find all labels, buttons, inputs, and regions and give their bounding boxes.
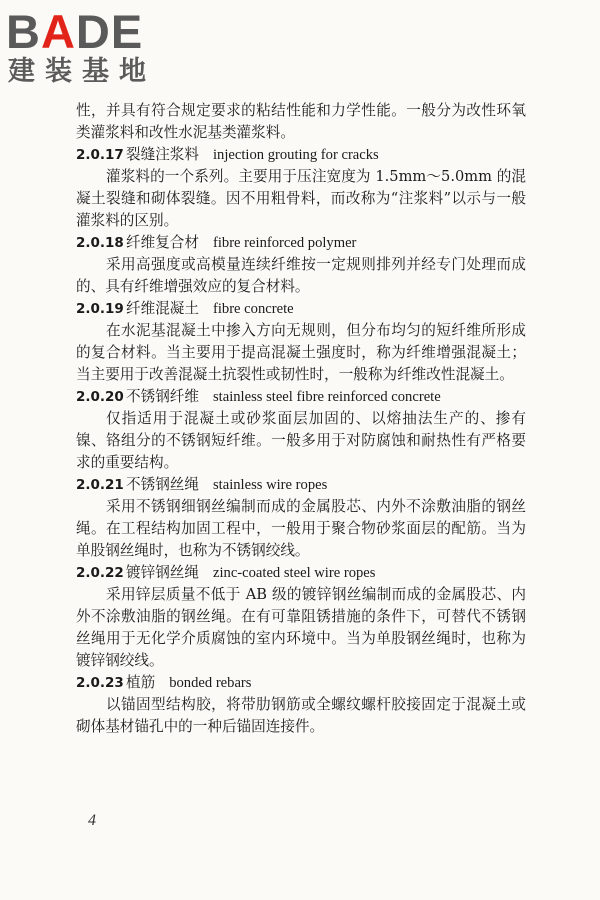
term-definition: 灌浆料的一个系列。主要用于压注宽度为 1.5mm～5.0mm 的混凝土裂缝和砌体裂缝。因不用粗骨料，而改称为“注浆料”以示与一般灌浆料的区别。: [76, 168, 526, 229]
term-name-en: injection grouting for cracks: [212, 147, 379, 163]
term-2-0-17: [76, 144, 526, 232]
term-name-en: stainless wire ropes: [212, 477, 328, 493]
term-definition: 在水泥基混凝土中掺入方向无规则，但分布均匀的短纤维所形成的复合材料。当主要用于提高混凝土强度时，称为纤维增强混凝土；当主要用于改善混凝土抗裂性或韧性时，一般称为纤维改性混凝土。: [76, 322, 526, 383]
term-name-cn: 纤维混凝土: [126, 300, 199, 317]
term-name-cn: 裂缝注浆料: [126, 146, 199, 163]
term-2-0-19: [76, 298, 526, 386]
term-definition: 采用不锈钢细钢丝编制而成的金属股芯、内外不涂敷油脂的钢丝绳。在工程结构加固工程中，一般用于聚合物砂浆面层的配筋。当为单股钢丝绳时，也称为不锈钢绞线。: [76, 498, 526, 559]
term-name-cn: 不锈钢纤维: [126, 388, 199, 405]
document-body: [76, 100, 526, 738]
term-name-cn: 不锈钢丝绳: [126, 476, 199, 493]
bade-logo: [6, 6, 181, 92]
term-2-0-22: [76, 562, 526, 672]
term-number: 2.0.21: [76, 477, 124, 493]
term-number: 2.0.19: [76, 301, 124, 317]
term-heading: [76, 298, 526, 320]
term-heading: [76, 474, 526, 496]
term-number: 2.0.23: [76, 675, 124, 691]
term-heading: [76, 386, 526, 408]
term-heading: [76, 562, 526, 584]
term-name-en: stainless steel fibre reinforced concrete: [212, 389, 441, 405]
intro-paragraph: 性，并具有符合规定要求的粘结性能和力学性能。一般分为改性环氧类灌浆料和改性水泥基类灌浆料。: [76, 102, 526, 141]
term-name-en: fibre concrete: [212, 301, 294, 317]
term-definition: 采用锌层质量不低于 AB 级的镀锌钢丝编制而成的金属股芯、内外不涂敷油脂的钢丝绳。在有可靠阻锈措施的条件下，可替代不锈钢丝绳用于无化学介质腐蚀的室内环境中。当为单股钢丝绳时，也称为镀锌钢绞线。: [76, 586, 526, 669]
logo-letter-b: B: [6, 5, 41, 58]
term-number: 2.0.20: [76, 389, 124, 405]
term-name-cn: 镀锌钢丝绳: [126, 564, 199, 581]
logo-letters-de: DE: [75, 5, 144, 58]
term-number: 2.0.22: [76, 565, 124, 581]
term-2-0-20: [76, 386, 526, 474]
logo-chinese-name: 建装基地: [8, 56, 156, 87]
term-2-0-18: [76, 232, 526, 298]
term-heading: [76, 672, 526, 694]
term-2-0-23: [76, 672, 526, 738]
term-number: 2.0.18: [76, 235, 124, 251]
term-definition: 仅指适用于混凝土或砂浆面层加固的、以熔抽法生产的、掺有镍、铬组分的不锈钢短纤维。一般多用于对防腐蚀和耐热性有严格要求的重要结构。: [76, 410, 526, 471]
logo-letter-a-red: A: [40, 5, 76, 58]
term-definition: 采用高强度或高模量连续纤维按一定规则排列并经专门处理而成的、具有纤维增强效应的复合材料。: [76, 256, 526, 295]
term-name-cn: 植筋: [126, 674, 156, 691]
term-name-en: fibre reinforced polymer: [212, 235, 357, 251]
term-definition: 以锚固型结构胶，将带肋钢筋或全螺纹螺杆胶接固定于混凝土或砌体基材锚孔中的一种后锚固连接件。: [76, 696, 526, 735]
page-number: 4: [88, 812, 96, 829]
term-name-en: bonded rebars: [169, 675, 252, 691]
term-heading: [76, 232, 526, 254]
term-name-en: zinc-coated steel wire ropes: [212, 565, 376, 581]
term-name-cn: 纤维复合材: [126, 234, 199, 251]
term-2-0-21: [76, 474, 526, 562]
logo-wordmark: [6, 6, 143, 58]
term-number: 2.0.17: [76, 147, 124, 163]
term-heading: [76, 144, 526, 166]
